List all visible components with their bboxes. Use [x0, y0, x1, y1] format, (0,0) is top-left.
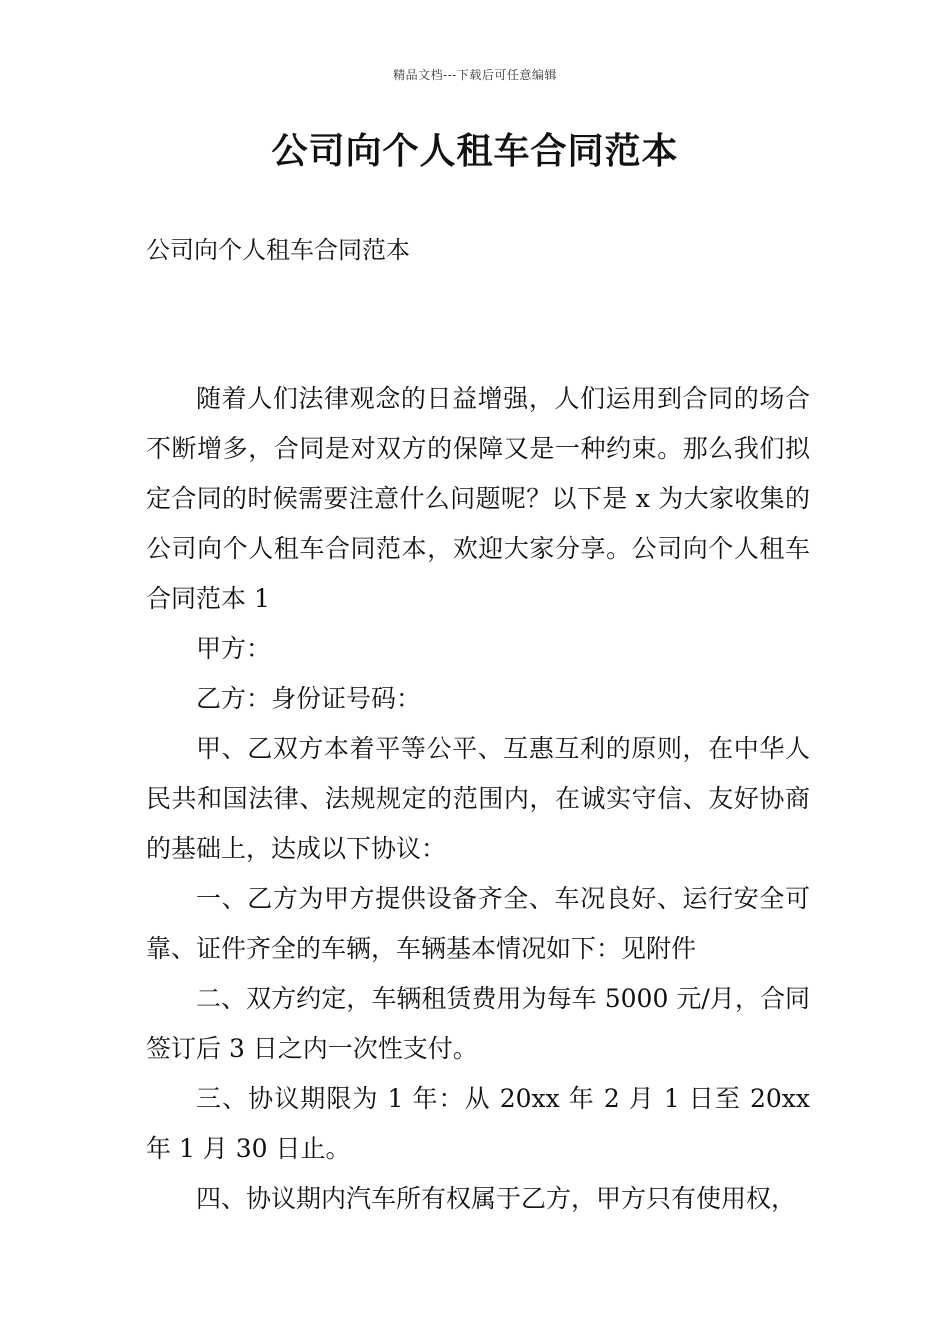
- document-title: 公司向个人租车合同范本: [271, 130, 679, 172]
- paragraph-principle: 甲、乙双方本着平等公平、互惠互利的原则，在中华人民共和国法律、法规规定的范围内，在诚实守信、友好协商的基础上，达成以下协议：: [146, 734, 810, 863]
- header-note: 精品文档---下载后可任意编辑: [393, 68, 557, 82]
- paragraph-intro: 随着人们法律观念的日益增强，人们运用到合同的场合不断增多，合同是对双方的保障又是一种约束。那么我们拟定合同的时候需要注意什么问题呢？以下是 x 为大家收集的公司向个人租车合同范本，欢迎大家分享。公司向个人租车合同范本 1: [146, 384, 810, 613]
- paragraph-clause-4: 四、协议期内汽车所有权属于乙方，甲方只有使用权，: [196, 1184, 797, 1213]
- document-body: [146, 374, 810, 1224]
- paragraph-party-b: 乙方：身份证号码：: [196, 684, 422, 713]
- paragraph-clause-1: 一、乙方为甲方提供设备齐全、车况良好、运行安全可靠、证件齐全的车辆，车辆基本情况如下：见附件: [146, 884, 810, 963]
- paragraph-clause-2: 二、双方约定，车辆租赁费用为每车 5000 元/月，合同签订后 3 日之内一次性支付。: [146, 984, 810, 1063]
- document-subtitle: 公司向个人租车合同范本: [146, 236, 410, 264]
- paragraph-clause-3: 三、协议期限为 1 年：从 20xx 年 2 月 1 日至 20xx 年 1 月 30 日止。: [146, 1084, 810, 1163]
- paragraph-party-a: 甲方：: [196, 634, 272, 663]
